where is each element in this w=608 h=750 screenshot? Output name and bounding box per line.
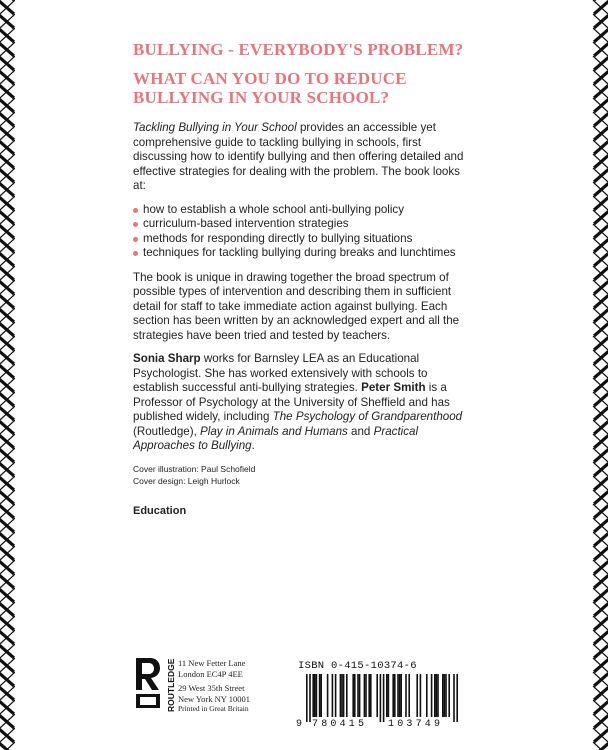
headline-secondary (133, 69, 473, 107)
barcode-bar (312, 674, 314, 717)
barcode-bar (335, 674, 337, 717)
barcode-bar (436, 674, 438, 717)
left-zigzag-border (0, 0, 15, 750)
barcode-bar (386, 674, 388, 717)
topic-list (133, 203, 473, 261)
intro-paragraph (133, 121, 473, 194)
address-newyork-line1: 29 West 35th Street (178, 683, 245, 693)
list-item-text: curriculum-based intervention strategies (143, 217, 349, 230)
address-london-line2: London EC4P 4EE (178, 668, 243, 679)
barcode-digits-left: 780415 (312, 719, 368, 730)
author-bio-3: (Routledge), (133, 424, 201, 438)
barcode-bar (376, 674, 378, 717)
list-item-text: methods for responding directly to bullying situations (143, 231, 413, 245)
barcode-bar (442, 674, 444, 717)
headline-primary: BULLYING - EVERYBODY'S PROBLEM? (133, 40, 464, 59)
barcode-bar (370, 674, 372, 717)
barcode-bar (437, 674, 439, 717)
barcode-bar (359, 674, 361, 717)
barcode-bar (332, 674, 334, 717)
list-item-text: techniques for tackling bullying during breaks and lunchtimes (143, 246, 456, 259)
barcode-bar (388, 674, 390, 717)
list-item (133, 246, 473, 261)
barcode-bar (380, 674, 382, 722)
barcode-bar (320, 674, 322, 717)
isbn-block (296, 660, 466, 736)
barcode-bar (453, 674, 455, 722)
publisher-address (178, 658, 250, 715)
list-item (133, 232, 473, 247)
list-item (133, 217, 473, 232)
barcode-bar (343, 674, 345, 717)
book-reference-2: Play in Animals and Humans (200, 424, 348, 438)
routledge-wordmark-text: ROUTLEDGE (166, 658, 176, 712)
bullet-dot-icon (133, 237, 138, 242)
barcode-bar (394, 674, 396, 717)
barcode-bar (400, 674, 402, 717)
barcode-bar (354, 674, 356, 717)
barcode-bar (420, 674, 422, 717)
barcode-bar (392, 674, 394, 717)
isbn-number: ISBN 0-415-10374-6 (298, 660, 417, 672)
uniqueness-paragraph: The book is unique in drawing together the broad spectrum of possible types of intervention and describing them in sufficient detail for staff to take immediate action against bullying. Each section has been written by an acknowledged expert and all the strategies have been tried and tested by teachers. (133, 270, 460, 342)
authors-paragraph (133, 352, 473, 454)
barcode-bar (408, 674, 410, 717)
barcode-bar (368, 674, 370, 717)
barcode-digits-right: 103749 (388, 719, 444, 730)
barcode-bar (434, 674, 436, 717)
address-london-line1: 11 New Fetter Lane (178, 658, 246, 668)
author-bio-2: is a Professor of Psychology at the University of Sheffield and has published widely, including (133, 381, 450, 423)
list-item (133, 203, 473, 218)
barcode-bar (416, 674, 418, 717)
author-bio-1: works for Barnsley LEA as an Educational Psychologist. She has worked extensively with schools to establish successful anti-bullying strategies. (133, 352, 428, 394)
barcode-bar (340, 674, 342, 717)
barcode-bar (309, 674, 311, 722)
author-name-1: Sonia Sharp (133, 352, 201, 365)
headline-secondary-line2: BULLYING IN YOUR SCHOOL? (133, 88, 390, 107)
author-name-2: Peter Smith (361, 381, 426, 394)
routledge-wordmark (165, 658, 177, 712)
bullet-dot-icon (133, 208, 138, 213)
barcode-bar (399, 674, 401, 717)
cover-design-credit: Cover design: Leigh Hurlock (133, 475, 240, 486)
back-cover-content (133, 40, 473, 517)
bullet-dot-icon (133, 222, 138, 227)
barcode-bar (397, 674, 399, 717)
barcode-bar (346, 674, 348, 717)
intro-text: provides an accessible yet comprehensive guide to tackling bullying in schools, first discussing how to identify bullying and then offering detailed and effective strategies for dealing with the problem. The book looks at: (133, 121, 464, 192)
barcode-icon (296, 674, 464, 722)
cover-credits (133, 463, 473, 487)
routledge-logo-icon (132, 656, 162, 710)
list-item-text: how to establish a whole school anti-bullying policy (143, 202, 405, 216)
barcode-bar (383, 674, 385, 722)
barcode-bar (405, 674, 407, 717)
barcode-bar (426, 674, 428, 717)
barcode-bar (448, 674, 450, 717)
barcode-bar (306, 674, 308, 722)
barcode-bar (316, 674, 318, 717)
address-newyork-line2: New York NY 10001 (178, 693, 250, 704)
barcode-bar (319, 674, 321, 717)
author-bio-5: . (251, 439, 255, 452)
barcode-bar (445, 674, 447, 717)
barcode-bar (444, 674, 446, 717)
cover-illustration-credit: Cover illustration: Paul Schofield (133, 463, 256, 474)
barcode-bar (456, 674, 458, 722)
book-title: Tackling Bullying in Your School (133, 121, 297, 134)
barcode-bar (357, 674, 359, 717)
subject-category: Education (133, 504, 187, 517)
barcode-digit-first: 9 (296, 719, 303, 730)
headline-secondary-line1: WHAT CAN YOU DO TO REDUCE (133, 69, 407, 88)
barcode-bar (327, 674, 329, 717)
barcode-bar (314, 674, 316, 717)
printed-in: Printed in Great Britain (178, 704, 249, 713)
bullet-dot-icon (133, 251, 138, 256)
publisher-block (132, 656, 292, 716)
barcode-bar (352, 674, 354, 717)
barcode-bar (431, 674, 433, 717)
barcode-bar (341, 674, 343, 717)
book-reference-1: The Psychology of Grandparenthood (272, 410, 463, 423)
barcode-bar (365, 674, 367, 717)
barcode-bar (364, 674, 366, 717)
book-reference-3: Practical Approaches to Bullying (133, 424, 419, 452)
author-bio-4: and (347, 424, 374, 438)
right-zigzag-border (592, 0, 608, 750)
